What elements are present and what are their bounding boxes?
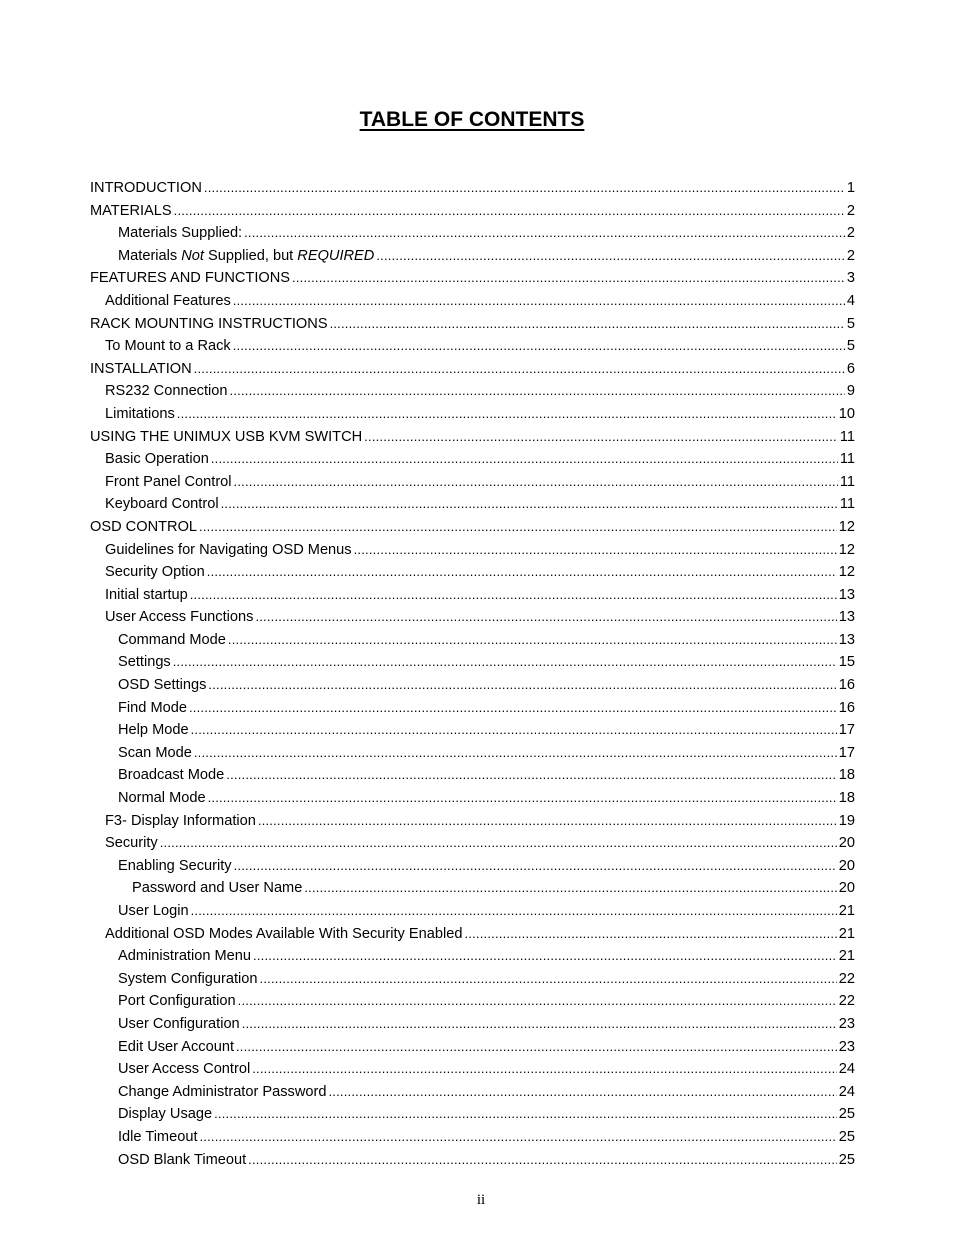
toc-entry-label-part: Supplied, but (203, 247, 298, 264)
toc-dot-leader (234, 855, 837, 878)
toc-dot-leader (189, 697, 837, 720)
toc-entry-page-number: 2 (846, 247, 855, 264)
toc-entry-label: System Configuration (118, 970, 258, 987)
toc-entry-page-number: 22 (838, 970, 855, 987)
toc-entry-page-number: 21 (838, 948, 855, 965)
toc-entry-page-number: 13 (838, 631, 855, 648)
toc-entry-page-number: 19 (838, 812, 855, 829)
toc-dot-leader (364, 426, 838, 449)
toc-entry-page-number: 25 (838, 1128, 855, 1145)
toc-entry-label: Settings (118, 654, 171, 671)
toc-entry-page-number: 12 (838, 518, 855, 535)
toc-entry[interactable] (90, 787, 855, 810)
toc-entry-label: Broadcast Mode (118, 767, 225, 784)
toc-dot-leader (236, 1036, 837, 1059)
toc-dot-leader (292, 267, 845, 290)
toc-entry-label: OSD CONTROL (90, 518, 198, 535)
toc-entry[interactable] (90, 335, 855, 358)
toc-entry[interactable] (90, 358, 855, 381)
toc-entry-page-number: 12 (838, 564, 855, 581)
toc-dot-leader (190, 584, 837, 607)
toc-entry-page-number: 18 (838, 790, 855, 807)
toc-dot-leader (204, 177, 845, 200)
toc-entry[interactable] (90, 832, 855, 855)
toc-entry-page-number: 11 (839, 473, 855, 490)
toc-entry-label: INSTALLATION (90, 360, 192, 377)
toc-dot-leader (214, 1103, 837, 1126)
toc-entry-page-number: 16 (838, 677, 855, 694)
toc-entry-page-number: 18 (838, 767, 855, 784)
toc-dot-leader (233, 335, 845, 358)
toc-entry-page-number: 11 (839, 451, 855, 468)
toc-entry-page-number: 2 (846, 202, 855, 219)
toc-dot-leader (253, 945, 837, 968)
toc-entry[interactable] (90, 990, 855, 1013)
toc-entry-label: User Access Functions (105, 609, 254, 626)
toc-entry-page-number: 24 (838, 1061, 855, 1078)
toc-entry-label: Edit User Account (118, 1038, 234, 1055)
toc-entry-label-emphasis: Not (181, 247, 204, 264)
toc-dot-leader (304, 877, 836, 900)
toc-dot-leader (252, 1058, 837, 1081)
toc-entry-label: RACK MOUNTING INSTRUCTIONS (90, 315, 328, 332)
toc-entry[interactable] (90, 855, 855, 878)
toc-entry-page-number: 16 (838, 699, 855, 716)
toc-entry-page-number: 24 (838, 1083, 855, 1100)
toc-entry-page-number: 4 (846, 292, 855, 309)
toc-entry-label: F3- Display Information (105, 812, 256, 829)
toc-entry[interactable] (90, 493, 855, 516)
toc-entry-label-emphasis: REQUIRED (297, 247, 375, 264)
toc-entry[interactable] (90, 471, 855, 494)
toc-entry[interactable] (90, 222, 855, 245)
toc-entry[interactable] (90, 539, 855, 562)
toc-entry[interactable] (90, 945, 855, 968)
toc-dot-leader (191, 900, 837, 923)
toc-entry-label: Port Configuration (118, 993, 236, 1010)
toc-entry-label: Limitations (105, 405, 175, 422)
toc-entry-label: Keyboard Control (105, 496, 219, 513)
toc-entry-page-number: 21 (838, 903, 855, 919)
toc-dot-leader (376, 245, 845, 268)
toc-entry-page-number: 15 (838, 654, 855, 671)
page-title-text: TABLE OF CONTENTS (359, 108, 585, 131)
toc-entry-label: Administration Menu (118, 948, 252, 965)
toc-entry-page-number: 13 (838, 609, 855, 626)
toc-entry-page-number: 21 (838, 925, 855, 942)
toc-entry-page-number: 25 (838, 1106, 855, 1123)
toc-entry-label: Normal Mode (118, 790, 206, 807)
toc-entry-page-number: 1 (846, 180, 855, 196)
toc-dot-leader (191, 719, 837, 742)
toc-entry-page-number: 23 (838, 1038, 855, 1055)
toc-dot-leader (200, 1126, 837, 1149)
toc-entry[interactable] (90, 764, 855, 787)
toc-dot-leader (258, 810, 837, 833)
toc-entry-label: Password and User Name (132, 880, 303, 897)
toc-entry[interactable] (90, 719, 855, 742)
toc-entry-label: User Login (118, 903, 189, 919)
toc-entry[interactable] (90, 877, 855, 900)
toc-entry[interactable] (90, 674, 855, 697)
toc-entry-label: Change Administrator Password (118, 1083, 327, 1100)
toc-dot-leader (238, 990, 837, 1013)
toc-entry-label: Materials Supplied: (118, 225, 243, 242)
toc-entry[interactable] (90, 380, 855, 403)
toc-entry-page-number: 20 (838, 857, 855, 874)
toc-entry[interactable] (90, 1058, 855, 1081)
toc-entry-page-number: 11 (839, 496, 855, 513)
toc-dot-leader (207, 561, 837, 584)
toc-entry-page-number: 5 (846, 338, 855, 355)
toc-dot-leader (233, 290, 845, 313)
toc-entry-label: Additional Features (105, 292, 231, 309)
toc-entry-label: Security (105, 835, 158, 852)
toc-dot-leader (160, 832, 837, 855)
toc-entry[interactable] (90, 968, 855, 991)
toc-entry[interactable] (90, 290, 855, 313)
toc-dot-leader (174, 200, 845, 223)
toc-entry[interactable] (90, 561, 855, 584)
toc-dot-leader (244, 222, 845, 245)
toc-entry[interactable] (90, 651, 855, 674)
toc-entry-label: Additional OSD Modes Available With Security Enabled (105, 925, 463, 942)
page-number: ii (476, 1192, 486, 1208)
toc-entry-label: Basic Operation (105, 451, 209, 468)
toc-entry[interactable] (90, 245, 855, 268)
toc-entry[interactable] (90, 584, 855, 607)
toc-entry-page-number: 13 (838, 586, 855, 603)
toc-entry-label: FEATURES AND FUNCTIONS (90, 270, 291, 287)
toc-entry-label: MATERIALS (90, 202, 172, 219)
toc-entry[interactable] (90, 1126, 855, 1149)
toc-dot-leader (194, 358, 845, 381)
toc-entry[interactable] (90, 923, 855, 946)
toc-dot-leader (464, 923, 836, 946)
toc-dot-leader (228, 629, 837, 652)
toc-dot-leader (208, 787, 837, 810)
toc-entry-label: User Configuration (118, 1015, 240, 1032)
toc-entry[interactable] (90, 403, 855, 426)
toc-entry-label (118, 245, 374, 268)
toc-entry-page-number: 11 (839, 428, 855, 445)
toc-entry-label: Initial startup (105, 586, 188, 603)
toc-dot-leader (208, 674, 836, 697)
toc-dot-leader (248, 1149, 837, 1172)
toc-entry-label: Front Panel Control (105, 473, 232, 490)
toc-dot-leader (230, 380, 845, 403)
toc-entry[interactable] (90, 742, 855, 765)
toc-entry[interactable] (90, 426, 855, 449)
toc-dot-leader (173, 651, 837, 674)
toc-entry-page-number: 22 (838, 993, 855, 1010)
toc-entry-label: To Mount to a Rack (105, 338, 231, 355)
toc-entry[interactable] (90, 448, 855, 471)
toc-entry-label: Idle Timeout (118, 1128, 198, 1145)
toc-entry-label: Enabling Security (118, 857, 232, 874)
toc-entry[interactable] (90, 1149, 855, 1172)
toc-entry[interactable] (90, 1036, 855, 1059)
toc-entry[interactable] (90, 900, 855, 923)
toc-entry[interactable] (90, 1081, 855, 1104)
toc-entry-label-part: Materials (118, 247, 182, 264)
toc-entry-page-number: 5 (846, 315, 855, 332)
toc-dot-leader (328, 1081, 836, 1104)
toc-entry-label: OSD Settings (118, 677, 207, 694)
toc-dot-leader (226, 764, 836, 787)
toc-entry-label: User Access Control (118, 1061, 251, 1078)
toc-entry-page-number: 9 (846, 383, 855, 400)
toc-entry[interactable] (90, 606, 855, 629)
toc-entry-page-number: 23 (838, 1015, 855, 1032)
toc-entry-page-number: 6 (846, 360, 855, 377)
toc-entry-label: Help Mode (118, 722, 189, 739)
toc-dot-leader (199, 516, 837, 539)
table-of-contents (90, 177, 855, 1171)
toc-entry-label: RS232 Connection (105, 383, 228, 400)
toc-entry-label: OSD Blank Timeout (118, 1151, 247, 1168)
toc-entry[interactable] (90, 313, 855, 336)
toc-entry[interactable] (90, 516, 855, 539)
toc-entry[interactable] (90, 177, 855, 200)
toc-entry[interactable] (90, 697, 855, 720)
toc-entry-page-number: 17 (838, 722, 855, 739)
toc-entry[interactable] (90, 267, 855, 290)
toc-entry-page-number: 17 (838, 744, 855, 761)
page-title (0, 106, 944, 134)
toc-dot-leader (234, 471, 838, 494)
toc-entry[interactable] (90, 1013, 855, 1036)
toc-dot-leader (242, 1013, 837, 1036)
toc-entry-label: USING THE UNIMUX USB KVM SWITCH (90, 428, 363, 445)
toc-entry-label: INTRODUCTION (90, 180, 202, 196)
toc-entry-page-number: 25 (838, 1151, 855, 1168)
toc-dot-leader (211, 448, 838, 471)
toc-entry-page-number: 20 (838, 880, 855, 897)
toc-entry-label: Security Option (105, 564, 205, 581)
toc-dot-leader (177, 403, 837, 426)
toc-entry[interactable] (90, 1103, 855, 1126)
toc-dot-leader (255, 606, 836, 629)
toc-dot-leader (194, 742, 837, 765)
toc-dot-leader (260, 968, 837, 991)
toc-entry-page-number: 2 (846, 225, 855, 242)
toc-entry[interactable] (90, 200, 855, 223)
toc-dot-leader (221, 493, 838, 516)
toc-entry-page-number: 20 (838, 835, 855, 852)
toc-entry-page-number: 10 (838, 405, 855, 422)
toc-entry-page-number: 12 (838, 541, 855, 558)
toc-dot-leader (330, 313, 845, 336)
toc-entry-label: Guidelines for Navigating OSD Menus (105, 541, 352, 558)
toc-entry[interactable] (90, 810, 855, 833)
toc-entry-label: Find Mode (118, 699, 187, 716)
toc-entry-label: Command Mode (118, 631, 226, 648)
toc-entry-label: Display Usage (118, 1106, 213, 1123)
toc-entry-page-number: 3 (846, 270, 855, 287)
toc-entry-label: Scan Mode (118, 744, 192, 761)
toc-entry[interactable] (90, 629, 855, 652)
toc-dot-leader (354, 539, 837, 562)
